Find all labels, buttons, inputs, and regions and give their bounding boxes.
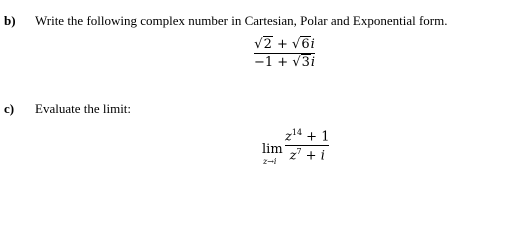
limit-subscript: z→i — [263, 157, 277, 166]
part-b-instruction: Write the following complex number in Cartesian, Polar and Exponential form. — [35, 13, 448, 28]
sqrt-2: √2 — [254, 37, 272, 52]
sqrt-6: √6 — [292, 37, 310, 52]
limit-numerator: $z^{14} + 1$ — [285, 128, 330, 145]
fraction-denominator: −1 + √3i — [254, 55, 316, 70]
part-b-label: b) — [4, 13, 16, 28]
limit-fraction-bar — [285, 145, 329, 146]
sqrt-3: √3 — [292, 55, 310, 70]
limit-fraction — [285, 128, 329, 164]
complex-number-fraction — [254, 37, 315, 70]
part-c-instruction: Evaluate the limit: — [35, 101, 132, 116]
part-c-label: c) — [4, 101, 15, 116]
fraction-numerator: √2 + √6i — [254, 37, 315, 52]
limit-word: lim — [262, 142, 283, 157]
limit-denominator: $z^7 + i$ — [289, 147, 325, 164]
